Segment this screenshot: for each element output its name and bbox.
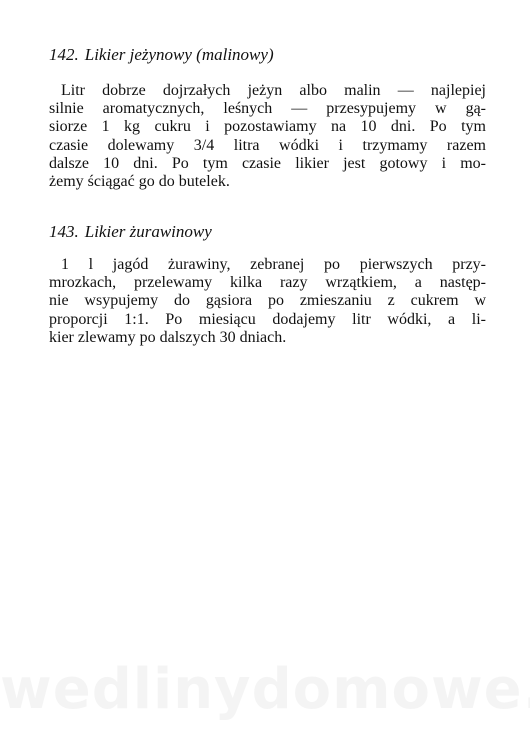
recipe-142-line: silnie aromatycznych, leśnych — przesypujemy w gą- [49, 100, 486, 118]
recipe-142-title: Likier jeżynowy (malinowy) [84, 45, 274, 64]
recipe-143-line: 1 l jagód żurawiny, zebranej po pierwszych przy- [61, 256, 486, 273]
recipe-143-line: mrozkach, przelewamy kilka razy wrzątkiem, a następ- [49, 274, 486, 292]
recipe-142-line: siorze 1 kg cukru i pozostawiamy na 10 dni. Po tym [49, 118, 486, 136]
recipe-143-line: nie wsypujemy do gąsiora po zmieszaniu z cukrem w [49, 292, 486, 310]
recipe-142-line: dalsze 10 dni. Po tym czasie likier jest gotowy i mo- [49, 154, 486, 172]
recipe-143-title: Likier żurawinowy [84, 222, 212, 241]
recipe-142-body [49, 82, 486, 191]
recipe-143-number: 143. [49, 222, 79, 241]
recipe-143-body [49, 256, 486, 347]
recipe-142-number: 142. [49, 45, 79, 64]
recipe-142-line: żemy ściągać go do butelek. [49, 173, 230, 191]
recipe-143-heading [49, 222, 212, 242]
recipe-142-line: czasie dolewamy 3/4 litra wódki i trzymamy razem [49, 136, 486, 154]
watermark [0, 655, 530, 725]
recipe-142-line: Litr dobrze dojrzałych jeżyn albo malin — najlepiej [61, 82, 486, 99]
recipe-143-line: proporcji 1:1. Po miesiącu dodajemy litr wódki, a li- [49, 310, 486, 328]
recipe-143-line: kier zlewamy po dalszych 30 dniach. [49, 328, 287, 346]
recipe-142-heading [49, 45, 274, 65]
